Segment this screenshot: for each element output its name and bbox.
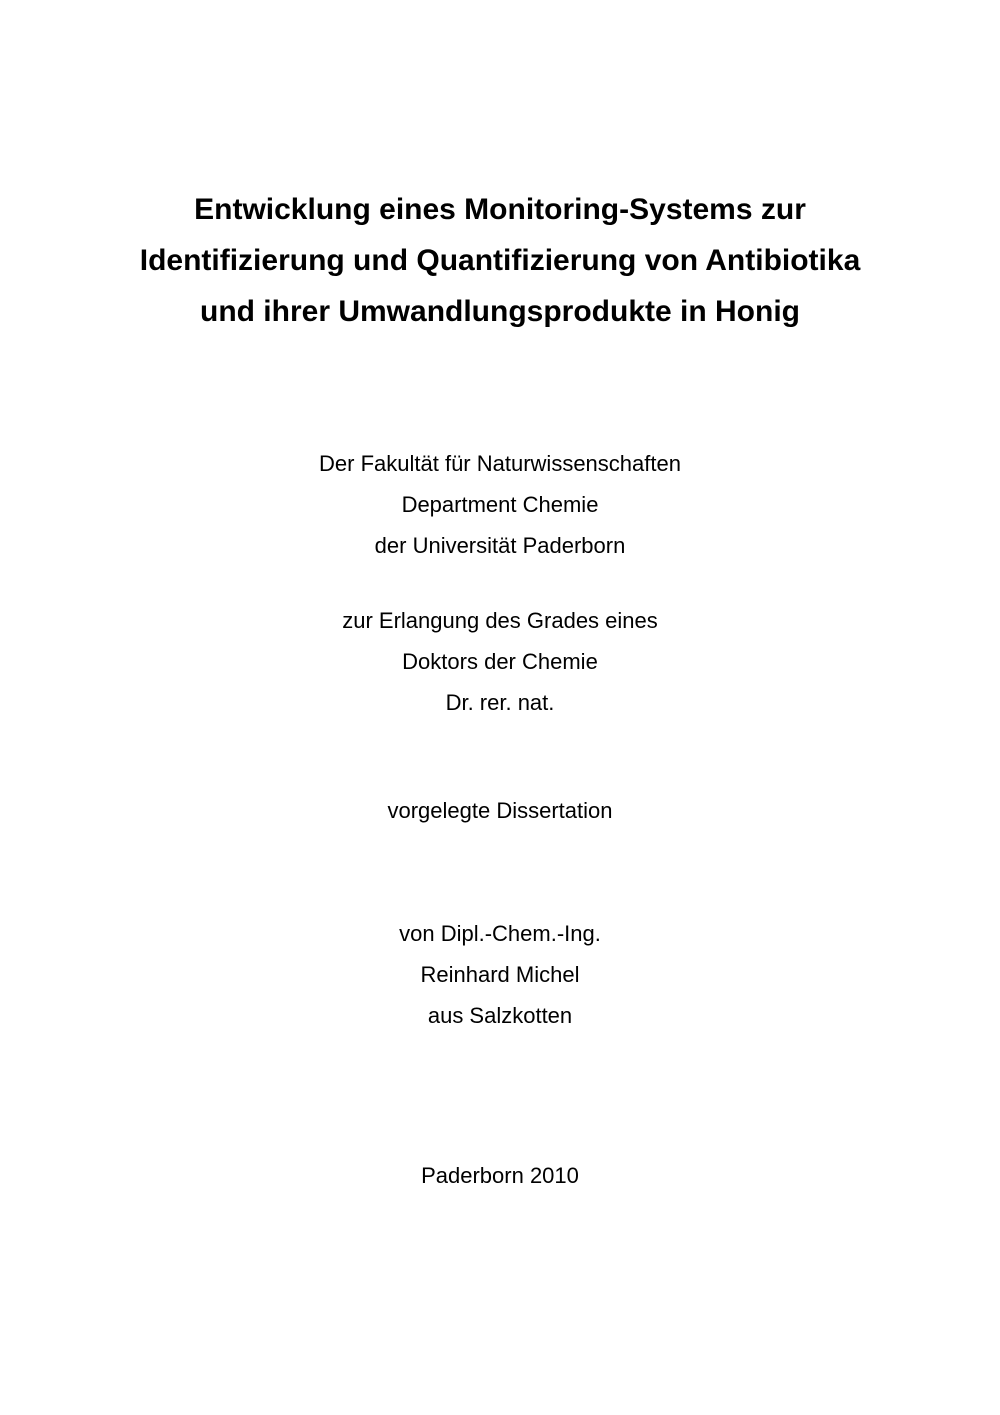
faculty-line-3: der Universität Paderborn <box>374 533 626 558</box>
dissertation-label: vorgelegte Dissertation <box>387 798 613 823</box>
degree-line-2: Doktors der Chemie <box>402 649 598 674</box>
thesis-title <box>0 184 1000 337</box>
faculty-line-2: Department Chemie <box>401 492 599 517</box>
thesis-title-line-3: und ihrer Umwandlungsprodukte in Honig <box>200 295 800 328</box>
dissertation-block <box>0 790 1000 831</box>
place-year: Paderborn 2010 <box>421 1163 579 1188</box>
author-line-2: Reinhard Michel <box>420 962 580 987</box>
degree-block <box>0 600 1000 723</box>
place-year-block <box>0 1155 1000 1196</box>
thesis-title-line-1: Entwicklung eines Monitoring-Systems zur <box>194 193 806 226</box>
thesis-title-line-2: Identifizierung und Quantifizierung von Antibiotika <box>139 244 861 277</box>
author-line-1: von Dipl.-Chem.-Ing. <box>399 921 601 946</box>
author-block <box>0 913 1000 1036</box>
author-line-3: aus Salzkotten <box>427 1003 573 1028</box>
degree-line-3: Dr. rer. nat. <box>445 690 555 715</box>
degree-line-1: zur Erlangung des Grades eines <box>342 608 658 633</box>
faculty-line-1: Der Fakultät für Naturwissenschaften <box>319 451 681 476</box>
faculty-block <box>0 443 1000 566</box>
